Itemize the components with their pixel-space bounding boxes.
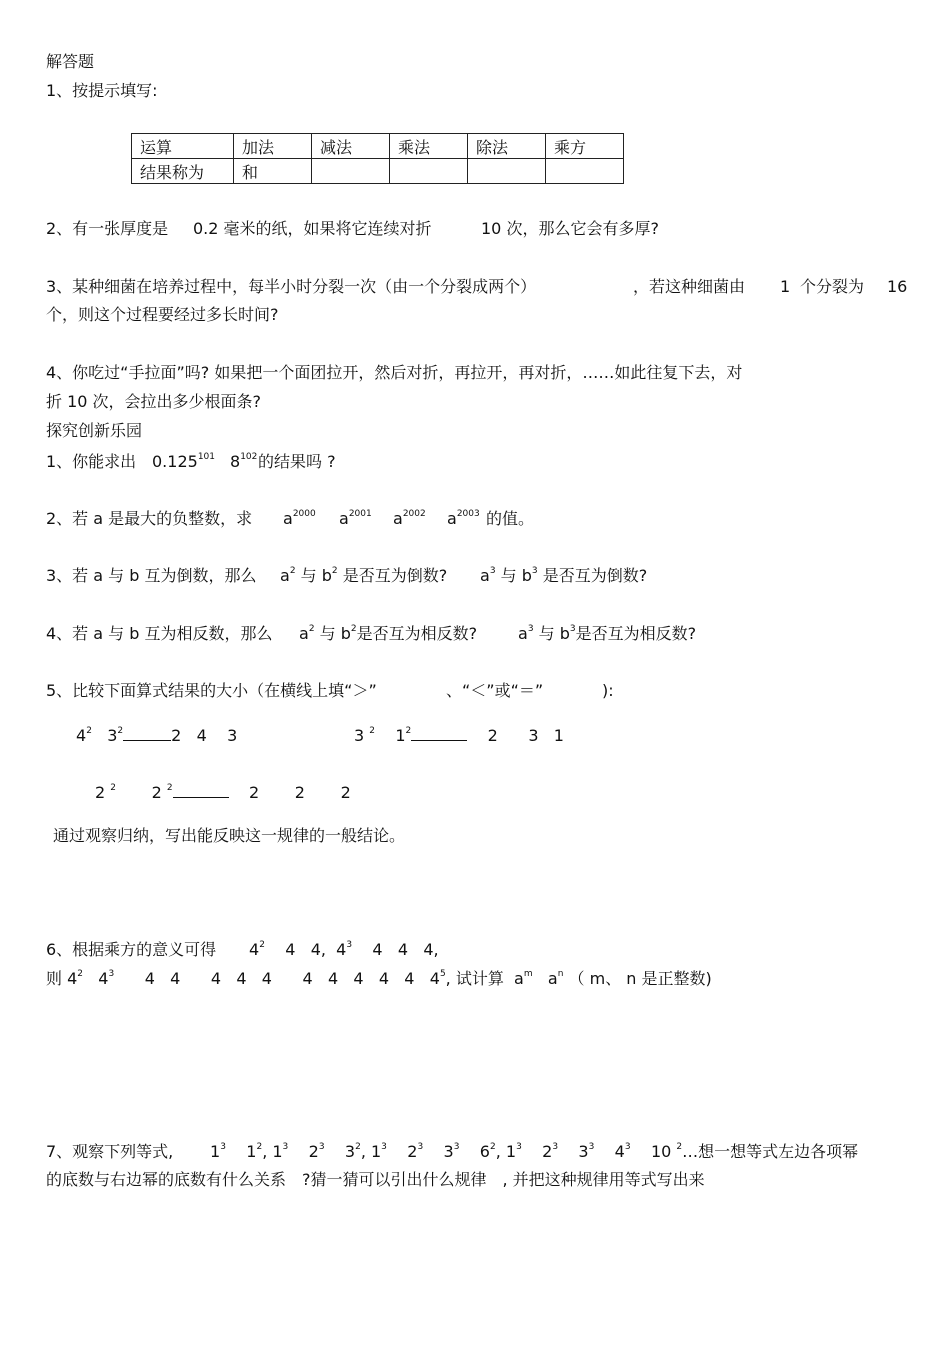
exponent: 2 (259, 940, 265, 950)
text: 是否互为相反数? (356, 624, 478, 643)
exponent: 2 (489, 1142, 496, 1152)
exponent: 2000 (292, 509, 316, 519)
eq3-expr-1 (280, 566, 447, 589)
q3-part-d: 个分裂为 (800, 277, 865, 296)
exponent: 2 (77, 969, 84, 979)
base: 3 (354, 726, 365, 745)
eq2-term-4 (447, 509, 480, 532)
eq5-text-3: ): (602, 681, 614, 700)
base: 与 b (500, 566, 532, 585)
eq7-line-2: 的底数与右边幂的底数有什么关系 ?猜一猜可以引出什么规律 , 并把这种规律用等式写出来 (46, 1170, 705, 1189)
value: 2 (340, 783, 351, 802)
exponent: 2 (289, 566, 296, 576)
exponent: 2 (86, 726, 92, 736)
q3-part-e: 16 (887, 277, 908, 296)
exponent: 5 (439, 969, 446, 979)
value: 4 (285, 940, 296, 959)
value: 4 (210, 969, 222, 988)
table-cell: 运算 (132, 134, 234, 159)
base: 8 (230, 452, 241, 471)
eq2-term-1 (283, 509, 316, 532)
eq5-text: 5、比较下面算式结果的大小（在横线上填“＞” (46, 681, 377, 700)
answer-blank[interactable] (123, 726, 171, 741)
q3-part-b: ，若这种细菌由 (633, 277, 746, 296)
text: 是否互为倒数? (342, 566, 448, 585)
base: 3 (578, 1142, 589, 1161)
base: a (514, 969, 524, 988)
compare-expr-c (95, 783, 351, 806)
exponent: 3 (531, 566, 538, 576)
value: 4 (170, 969, 181, 988)
section-title-explore: 探究创新乐园 (46, 421, 143, 440)
q2-part-b: 0.2 毫米的纸，如果将它连续对折 (193, 219, 432, 238)
question-1: 1、按提示填写: (46, 81, 158, 100)
base: a (447, 509, 457, 528)
base: 3 (344, 1142, 356, 1161)
eq3-expr-2 (480, 566, 647, 589)
base: 6 (479, 1142, 490, 1161)
base: 4 (336, 940, 347, 959)
eq6-line-1 (249, 940, 439, 963)
value: 2 (248, 783, 260, 802)
base: 与 b (319, 624, 351, 643)
value: 4 (404, 969, 415, 988)
base: 4 (98, 969, 109, 988)
table-cell: 乘法 (390, 134, 468, 159)
value: 4 (261, 969, 272, 988)
base: 3 (107, 726, 118, 745)
table-cell (312, 159, 390, 184)
base: 4 (76, 726, 87, 745)
exponent: 3 (453, 1142, 460, 1152)
text: 是否互为倒数? (542, 566, 648, 585)
exponent: 3 (108, 969, 115, 979)
exponent: 3 (318, 1142, 325, 1152)
base: 则 4 (46, 969, 78, 988)
value: 4 (372, 940, 383, 959)
eq2-part-b: 的值。 (486, 509, 535, 528)
exponent: 3 (552, 1142, 559, 1152)
value: 2 (171, 726, 182, 745)
table-cell: 除法 (468, 134, 546, 159)
exponent: 3 (346, 940, 353, 950)
base: a (339, 509, 349, 528)
exponent: 102 (240, 452, 258, 462)
exponent: 3 (381, 1142, 387, 1152)
eq5-conclusion: 通过观察归纳，写出能反映这一规律的一般结论。 (53, 826, 406, 845)
table-cell: 减法 (312, 134, 390, 159)
q3-line-2: 个，则这个过程要经过多长时间? (46, 305, 279, 324)
base: 2 (542, 1142, 553, 1161)
eq2-part-a: 2、若 a 是最大的负整数，求 (46, 509, 253, 528)
exponent: 3 (569, 624, 576, 634)
q4-line-2: 折 10 次，会拉出多少根面条? (46, 392, 262, 411)
base: 3 (443, 1142, 454, 1161)
value: 4 (302, 969, 313, 988)
exponent: 2 (405, 726, 412, 736)
value: 2 (487, 726, 498, 745)
q3-part-a: 3、某种细菌在培养过程中，每半小时分裂一次（由一个分裂成两个） (46, 277, 537, 296)
exponent: 2002 (402, 509, 426, 519)
base: a (280, 566, 290, 585)
eq7-part-a: 7、观察下列等式, (46, 1142, 174, 1161)
base: a (480, 566, 490, 585)
base: 10 (650, 1142, 672, 1161)
eq4-part-a: 4、若 a 与 b 互为相反数，那么 (46, 624, 273, 643)
eq2-term-3 (393, 509, 426, 532)
table-cell: 乘方 (546, 134, 624, 159)
base: 4 (429, 969, 440, 988)
exponent: 3 (516, 1142, 522, 1152)
exponent: 101 (197, 452, 215, 462)
base: , 1 (262, 1142, 283, 1161)
exponent: 3 (282, 1142, 289, 1152)
base: 2 (407, 1142, 418, 1161)
table-row (132, 134, 624, 159)
exponent: 2 (369, 726, 376, 736)
base: 4 (249, 940, 260, 959)
eq1-term-1 (152, 452, 215, 475)
value: 4 (144, 969, 155, 988)
base: 4 (614, 1142, 625, 1161)
value: 4 (196, 726, 207, 745)
answer-blank[interactable] (173, 783, 229, 798)
base: a (393, 509, 403, 528)
table-cell (468, 159, 546, 184)
value: 2 (294, 783, 305, 802)
exponent: 2 (110, 783, 117, 793)
exponent: 3 (588, 1142, 595, 1152)
table-cell (390, 159, 468, 184)
exponent: 2 (355, 1142, 361, 1152)
base: a (299, 624, 309, 643)
eq4-expr-2 (518, 624, 696, 647)
value: 4 (327, 969, 339, 988)
value: 1 (553, 726, 564, 745)
section-title-answer: 解答题 (46, 52, 95, 71)
base: 2 (95, 783, 106, 802)
base: , 1 (360, 1142, 382, 1161)
exponent: 3 (527, 624, 534, 634)
exponent: 3 (624, 1142, 631, 1152)
eq3-part-a: 3、若 a 与 b 互为倒数，那么 (46, 566, 257, 585)
q3-part-c: 1 (780, 277, 791, 296)
value: 4 (397, 940, 409, 959)
value: 3 (227, 726, 238, 745)
table-cell (546, 159, 624, 184)
exponent: 2003 (456, 509, 480, 519)
exponent: 3 (489, 566, 496, 576)
eq6-line-2 (46, 969, 712, 992)
base: a (518, 624, 528, 643)
exponent: m (523, 969, 533, 979)
exponent: 2 (350, 624, 357, 634)
base: 1 (395, 726, 406, 745)
answer-blank[interactable] (411, 726, 467, 741)
table-cell: 结果称为 (132, 159, 234, 184)
q2-part-c: 10 次，那么它会有多厚? (481, 219, 659, 238)
table-cell: 加法 (234, 134, 312, 159)
eq2-term-2 (339, 509, 372, 532)
text: （ m、 n 是正整数) (568, 969, 712, 988)
eq1-part-b: 的结果吗 ? (258, 452, 336, 471)
text: …想一想等式左边各项幂 (682, 1142, 859, 1161)
base: 1 (210, 1142, 221, 1161)
compare-expr-a (76, 726, 237, 749)
base: 与 b (538, 624, 570, 643)
exponent: n (557, 969, 564, 979)
base: a (283, 509, 293, 528)
base: 2 (151, 783, 162, 802)
exponent: 3 (417, 1142, 424, 1152)
exponent: 2 (331, 566, 338, 576)
q2-part-a: 2、有一张厚度是 (46, 219, 169, 238)
table-cell: 和 (234, 159, 312, 184)
base: 0.125 (152, 452, 198, 471)
text: , 试计算 (445, 969, 504, 988)
exponent: 2 (676, 1142, 683, 1152)
compare-expr-b (354, 726, 564, 749)
eq6-part-a: 6、根据乘方的意义可得 (46, 940, 217, 959)
base: 与 b (300, 566, 332, 585)
eq7-terms (210, 1142, 858, 1165)
eq1-term-2 (230, 452, 257, 475)
value: 4 (236, 969, 247, 988)
exponent: 2 (256, 1142, 263, 1152)
exponent: 2 (117, 726, 124, 736)
eq4-expr-1 (299, 624, 477, 647)
eq1-part-a: 1、你能求出 (46, 452, 137, 471)
base: 2 (308, 1142, 319, 1161)
base: 1 (246, 1142, 257, 1161)
value: 4, (423, 940, 439, 959)
eq5-text-2: 、“＜”或“＝” (446, 681, 544, 700)
exponent: 2 (166, 783, 173, 793)
exponent: 3 (220, 1142, 226, 1152)
value: 3 (528, 726, 539, 745)
q4-line-1: 4、你吃过“手拉面”吗? 如果把一个面团拉开，然后对折，再拉开，再对折，……如此往复下去，对 (46, 363, 743, 382)
exponent: 2001 (348, 509, 372, 519)
base: a (547, 969, 558, 988)
value: 4 (353, 969, 364, 988)
operation-table (131, 133, 624, 184)
text: 是否互为相反数? (575, 624, 697, 643)
value: 4 (378, 969, 390, 988)
exponent: 2 (308, 624, 315, 634)
value: 4, (310, 940, 326, 959)
base: , 1 (495, 1142, 517, 1161)
table-row (132, 159, 624, 184)
